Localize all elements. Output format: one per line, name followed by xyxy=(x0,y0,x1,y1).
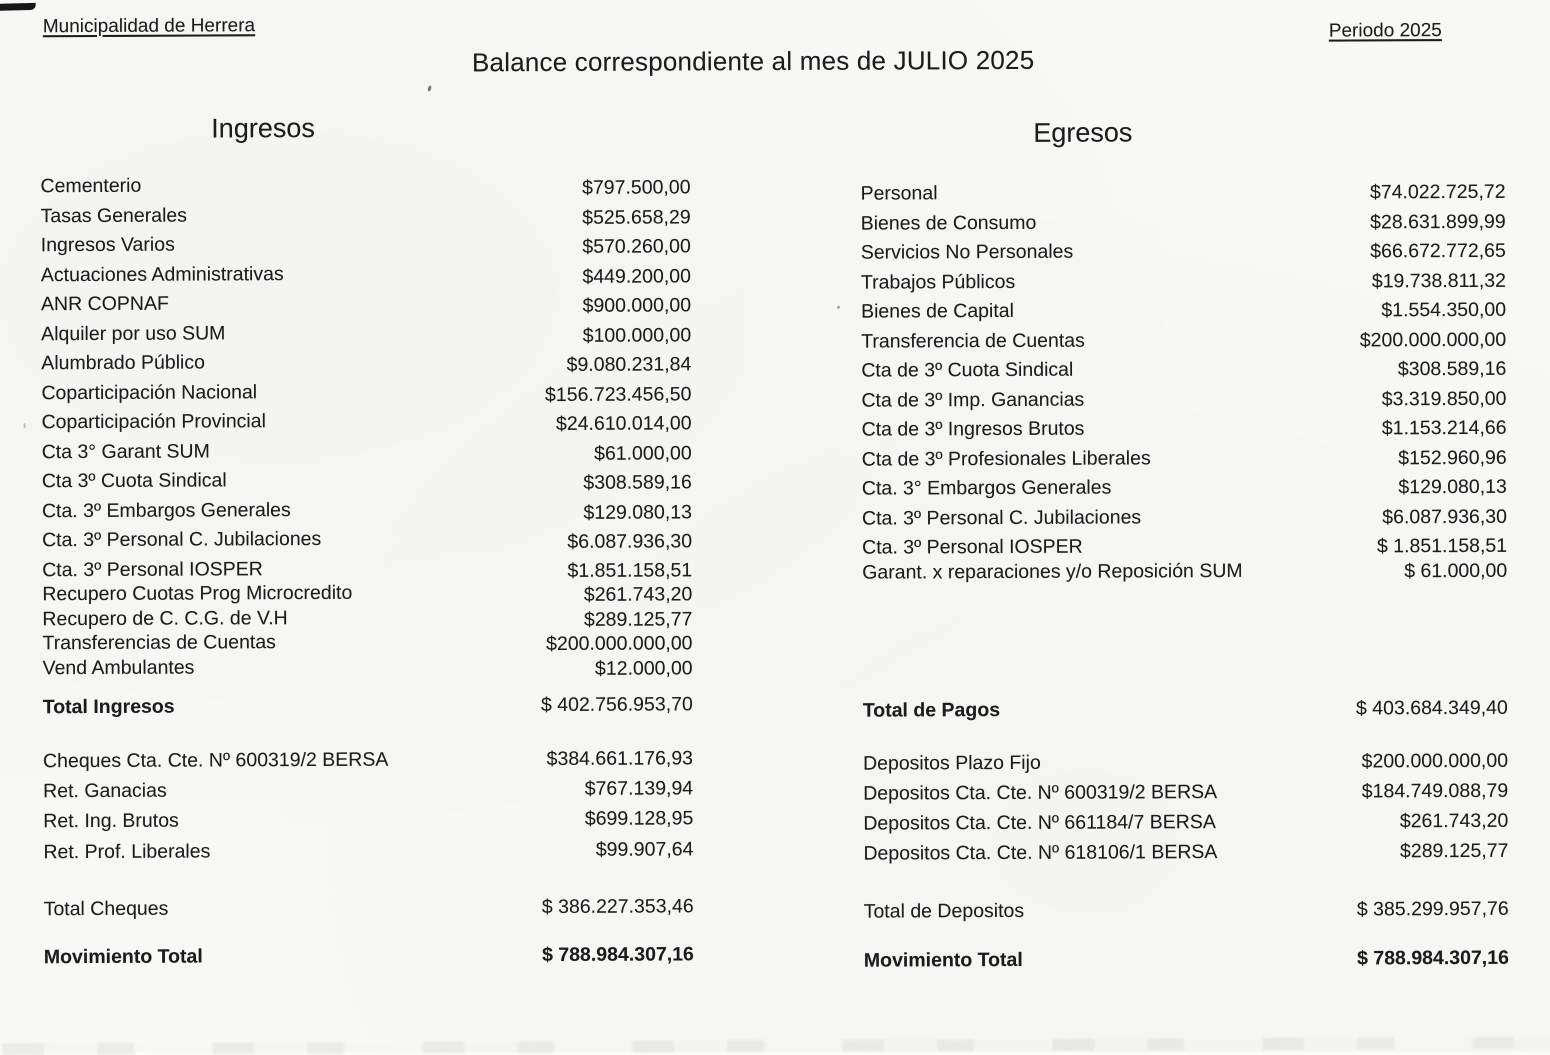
egresos-row xyxy=(861,268,1506,300)
item-value: $ 1.851.158,51 xyxy=(1376,534,1508,558)
cheques-row xyxy=(43,778,693,811)
ingresos-row xyxy=(42,467,692,499)
item-value: $6.087.936,30 xyxy=(567,530,693,553)
item-value: $525.658,29 xyxy=(582,205,691,229)
total-pagos-value: $ 403.684.349,40 xyxy=(1355,696,1508,720)
item-label: Cheques Cta. Cte. Nº 600319/2 BERSA xyxy=(42,748,389,773)
total-ingresos-value: $ 402.756.953,70 xyxy=(540,693,693,717)
ingresos-row xyxy=(42,526,692,558)
movimiento-total-value: $ 788.984.307,16 xyxy=(1357,946,1509,970)
page-title: Balance correspondiente al mes de JULIO 2025 xyxy=(471,44,1035,78)
item-value: $12.000,00 xyxy=(594,657,693,680)
item-value: $24.610.014,00 xyxy=(555,412,692,435)
ingresos-row xyxy=(40,172,690,204)
movimiento-total-left-row xyxy=(44,943,694,969)
ingresos-column-header: Ingresos xyxy=(211,113,315,144)
item-label: Actuaciones Administrativas xyxy=(40,262,284,286)
egresos-list xyxy=(861,180,1508,588)
ingresos-row xyxy=(41,290,691,322)
item-label: Cta. 3º Embargos Generales xyxy=(41,498,291,522)
item-value: $74.022.725,72 xyxy=(1369,180,1506,204)
total-cheques-value: $ 386.227.353,46 xyxy=(541,895,694,919)
item-value: $449.200,00 xyxy=(582,264,691,288)
ingresos-row xyxy=(43,654,693,681)
item-value: $200.000.000,00 xyxy=(546,632,693,656)
period-label: Periodo 2025 xyxy=(1328,20,1442,42)
item-value: $66.672.772,65 xyxy=(1370,239,1506,263)
egresos-row xyxy=(861,357,1506,389)
ingresos-row xyxy=(42,580,692,607)
egresos-row xyxy=(861,180,1506,212)
item-value: $308.589,16 xyxy=(1397,357,1507,381)
ingresos-row xyxy=(41,379,691,411)
egresos-row xyxy=(862,534,1507,562)
item-label: Bienes de Capital xyxy=(861,299,1014,323)
depositos-list xyxy=(863,750,1509,873)
item-label: Cta. 3º Personal C. Jubilaciones xyxy=(861,505,1142,530)
item-value: $184.749.088,79 xyxy=(1361,779,1509,803)
depositos-row xyxy=(863,840,1508,873)
item-label: ANR COPNAF xyxy=(40,292,169,316)
depositos-row xyxy=(863,810,1508,843)
item-value: $767.139,94 xyxy=(584,777,694,801)
item-value: $156.723.456,50 xyxy=(544,382,692,406)
movimiento-total-label: Movimiento Total xyxy=(43,945,203,969)
item-value: $797.500,00 xyxy=(582,176,691,199)
egresos-row xyxy=(862,445,1507,477)
item-label: Ret. Ing. Brutos xyxy=(43,809,179,833)
ingresos-row xyxy=(42,497,692,529)
item-label: Recupero Cuotas Prog Microcredito xyxy=(42,581,353,606)
depositos-row xyxy=(863,780,1508,813)
item-label: Cta 3° Garant SUM xyxy=(41,439,210,463)
item-label: Cementerio xyxy=(40,174,142,198)
egresos-main-rows xyxy=(861,180,1508,537)
total-ingresos-label: Total Ingresos xyxy=(42,695,175,719)
ingresos-row xyxy=(41,349,691,381)
item-value: $129.080,13 xyxy=(1398,475,1507,499)
item-value: $289.125,77 xyxy=(1399,839,1509,863)
scan-speck xyxy=(837,306,840,309)
item-label: Cta. 3º Personal C. Jubilaciones xyxy=(42,527,322,552)
scan-speck xyxy=(427,85,432,92)
total-depositos-label: Total de Depositos xyxy=(863,899,1025,923)
item-label: Cta. 3º Personal IOSPER xyxy=(42,557,263,581)
cheques-row xyxy=(43,747,693,780)
total-ingresos-row xyxy=(43,693,693,719)
egresos-column-header: Egresos xyxy=(1033,117,1133,148)
cheques-row xyxy=(43,808,693,841)
item-value: $384.661.176,93 xyxy=(546,747,694,770)
item-label: Ingresos Varios xyxy=(40,233,175,257)
item-label: Personal xyxy=(860,182,938,205)
item-label: Garant. x reparaciones y/o Reposición SUM xyxy=(862,560,1243,585)
item-value: $1.153.214,66 xyxy=(1381,416,1507,440)
egresos-tight-rows xyxy=(862,534,1507,588)
item-value: $200.000.000,00 xyxy=(1361,749,1509,773)
item-label: Ret. Ganacias xyxy=(43,779,167,803)
item-label: Cta de 3º Ingresos Brutos xyxy=(861,417,1085,441)
item-value: $6.087.936,30 xyxy=(1382,505,1508,528)
item-label: Depositos Cta. Cte. Nº 661184/7 BERSA xyxy=(863,811,1216,835)
item-label: Coparticipación Provincial xyxy=(41,410,266,434)
item-label: Transferencia de Cuentas xyxy=(861,329,1085,353)
item-value: $99.907,64 xyxy=(595,837,694,861)
egresos-row xyxy=(861,327,1506,359)
ingresos-row xyxy=(41,202,691,234)
item-label: Bienes de Consumo xyxy=(860,211,1037,235)
item-value: $200.000.000,00 xyxy=(1359,328,1507,351)
item-value: $28.631.899,99 xyxy=(1370,210,1506,233)
item-value: $308.589,16 xyxy=(583,471,692,494)
ingresos-row xyxy=(41,261,691,293)
item-label: Recupero de C. C.G. de V.H xyxy=(42,606,288,630)
depositos-row xyxy=(863,750,1508,783)
item-value: $1.851.158,51 xyxy=(567,558,693,582)
item-value: $19.738.811,32 xyxy=(1371,269,1506,292)
item-label: Transferencias de Cuentas xyxy=(42,631,276,655)
ingresos-list xyxy=(40,172,692,681)
movimiento-total-value: $ 788.984.307,16 xyxy=(542,943,694,967)
item-label: Cta de 3º Cuota Sindical xyxy=(861,358,1074,382)
item-value: $1.554.350,00 xyxy=(1381,298,1507,322)
cheques-row xyxy=(43,838,693,871)
item-label: Depositos Cta. Cte. Nº 618106/1 BERSA xyxy=(863,841,1218,865)
item-label: Cta 3º Cuota Sindical xyxy=(41,469,227,493)
item-value: $261.743,20 xyxy=(1399,809,1509,833)
item-value: $3.319.850,00 xyxy=(1381,387,1507,410)
item-value: $9.080.231,84 xyxy=(566,353,692,376)
item-label: Alquiler por uso SUM xyxy=(41,321,226,345)
egresos-row xyxy=(862,416,1507,448)
egresos-row xyxy=(861,209,1506,241)
ingresos-row xyxy=(41,408,691,440)
total-pagos-row xyxy=(863,697,1508,723)
movimiento-total-label: Movimiento Total xyxy=(863,948,1023,972)
egresos-row xyxy=(861,298,1506,330)
item-value: $289.125,77 xyxy=(583,608,693,631)
item-label: Cta. 3º Personal IOSPER xyxy=(862,535,1083,559)
scan-artifact-bottom-band xyxy=(2,1037,1550,1055)
item-value: $61.000,00 xyxy=(594,441,692,465)
item-label: Trabajos Públicos xyxy=(860,270,1016,294)
item-value: $100.000,00 xyxy=(582,323,692,347)
item-value: $699.128,95 xyxy=(584,807,694,831)
total-cheques-label: Total Cheques xyxy=(43,897,169,921)
total-pagos-label: Total de Pagos xyxy=(862,699,1001,722)
item-label: Ret. Prof. Liberales xyxy=(43,840,211,863)
item-label: Coparticipación Nacional xyxy=(41,380,258,404)
total-cheques-row xyxy=(44,895,694,921)
org-title: Municipalidad de Herrera xyxy=(42,15,256,38)
ingresos-row xyxy=(42,630,692,657)
total-depositos-value: $ 385.299.957,76 xyxy=(1356,897,1509,921)
egresos-row xyxy=(862,504,1507,536)
ingresos-tight-rows xyxy=(42,556,693,682)
item-value: $ 61.000,00 xyxy=(1404,560,1508,583)
movimiento-total-right-row xyxy=(864,947,1509,973)
ingresos-row xyxy=(42,438,692,470)
scan-artifact-corner xyxy=(0,3,36,11)
item-value: $261.743,20 xyxy=(583,583,693,606)
item-label: Servicios No Personales xyxy=(860,240,1074,264)
item-value: $129.080,13 xyxy=(583,500,692,524)
egresos-row xyxy=(861,386,1506,418)
item-value: $570.260,00 xyxy=(582,235,691,258)
item-value: $152.960,96 xyxy=(1398,446,1507,469)
ingresos-row xyxy=(42,605,692,632)
item-label: Depositos Cta. Cte. Nº 600319/2 BERSA xyxy=(863,781,1218,805)
item-label: Alumbrado Público xyxy=(41,351,206,375)
item-label: Cta. 3° Embargos Generales xyxy=(861,476,1112,500)
item-label: Vend Ambulantes xyxy=(42,656,195,680)
item-label: Depositos Plazo Fijo xyxy=(862,751,1041,775)
ingresos-row xyxy=(41,231,691,263)
ingresos-main-rows xyxy=(40,172,692,558)
item-label: Tasas Generales xyxy=(40,204,188,227)
egresos-row xyxy=(861,239,1506,271)
total-depositos-row xyxy=(864,898,1509,924)
ingresos-row xyxy=(41,320,691,352)
egresos-row xyxy=(862,559,1507,587)
item-label: Cta de 3º Imp. Ganancias xyxy=(861,388,1085,412)
item-value: $900.000,00 xyxy=(582,294,692,317)
ingresos-row xyxy=(42,556,692,583)
egresos-row xyxy=(862,475,1507,507)
scan-speck xyxy=(24,423,26,428)
cheques-list xyxy=(43,747,694,871)
item-label: Cta de 3º Profesionales Liberales xyxy=(861,446,1151,471)
